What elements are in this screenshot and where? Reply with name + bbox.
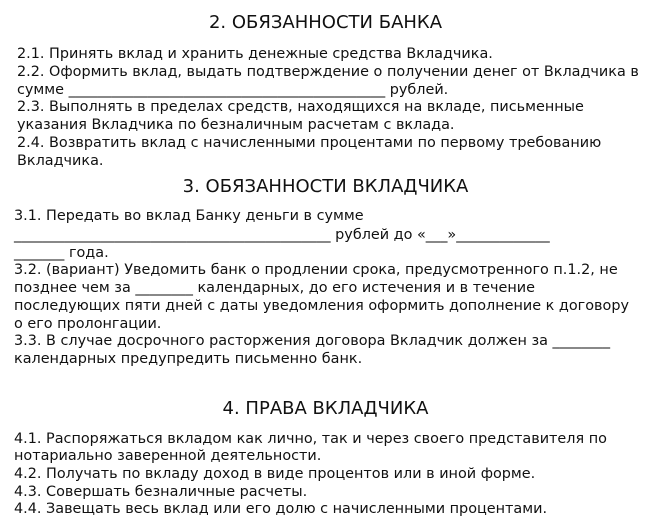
section-heading-bank-obligations: 2. ОБЯЗАННОСТИ БАНКА bbox=[208, 12, 443, 33]
clause-2-4-cont: Вкладчика. bbox=[17, 153, 104, 169]
clause-2-4: 2.4. Возвратить вклад с начисленными процентами по первому требованию bbox=[17, 135, 602, 151]
clause-3-1-cont: ____________________________________________ рублей до «___»_____________ bbox=[14, 227, 550, 243]
clause-2-3: 2.3. Выполнять в пределах средств, находящихся на вкладе, письменные bbox=[17, 99, 584, 115]
clause-4-3: 4.3. Совершать безналичные расчеты. bbox=[14, 484, 308, 500]
clause-3-2-cont-2: последующих пяти дней с даты уведомления оформить дополнение к договору bbox=[14, 298, 629, 314]
clause-2-2-cont: сумме ____________________________________________ рублей. bbox=[17, 82, 449, 98]
clause-3-2: 3.2. (вариант) Уведомить банк о продлении срока, предусмотренного п.1.2, не bbox=[14, 262, 618, 278]
clause-4-4: 4.4. Завещать весь вклад или его долю с начисленными процентами. bbox=[14, 501, 548, 517]
clause-4-2: 4.2. Получать по вкладу доход в виде процентов или в иной форме. bbox=[14, 466, 536, 482]
clause-3-3: 3.3. В случае досрочного расторжения договора Вкладчик должен за ________ bbox=[14, 333, 611, 349]
clause-2-3-cont: указания Вкладчика по безналичным расчетам с вклада. bbox=[17, 117, 455, 133]
clause-3-3-cont: календарных предупредить письменно банк. bbox=[14, 351, 363, 367]
clause-3-1: 3.1. Передать во вклад Банку деньги в сумме bbox=[14, 208, 364, 224]
clause-2-2: 2.2. Оформить вклад, выдать подтверждение о получении денег от Вкладчика в bbox=[17, 64, 639, 80]
clause-3-2-cont: позднее чем за ________ календарных, до его истечения и в течение bbox=[14, 280, 535, 296]
clause-3-1-cont-2: _______ года. bbox=[14, 245, 109, 261]
clause-2-1: 2.1. Принять вклад и хранить денежные средства Вкладчика. bbox=[17, 46, 493, 62]
clause-4-1: 4.1. Распоряжаться вкладом как лично, так и через своего представителя по bbox=[14, 431, 607, 447]
section-heading-depositor-obligations: 3. ОБЯЗАННОСТИ ВКЛАДЧИКА bbox=[182, 176, 469, 197]
clause-3-2-cont-3: о его пролонгации. bbox=[14, 316, 162, 332]
clause-4-1-cont: нотариально заверенной деятельности. bbox=[14, 448, 322, 464]
section-heading-depositor-rights: 4. ПРАВА ВКЛАДЧИКА bbox=[222, 398, 429, 419]
